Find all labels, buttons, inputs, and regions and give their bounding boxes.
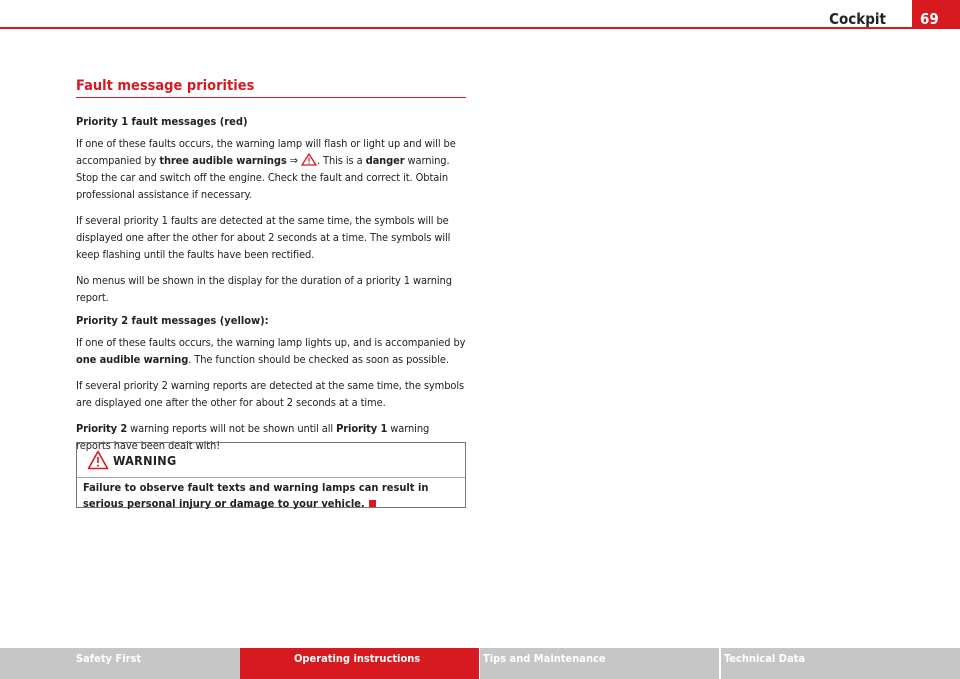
end-of-section-icon <box>369 500 376 507</box>
priority1-paragraph-2: If several priority 1 faults are detected at the same time, the symbols will be displayed one after the other for about 2 seconds at a time. The symbols will keep flashing until the faults have been rectified. <box>76 214 451 261</box>
priority2-paragraph-3: Priority 2 warning reports will not be shown until all Priority 1 warning reports have been dealt with! <box>76 422 430 452</box>
main-content <box>76 78 466 454</box>
priority1-paragraph-1: If one of these faults occurs, the warning lamp will flash or light up and will be accompanied by three audible warnings ⇒ . This is a danger warning. Stop the car and switch off the engine. Check the fault and correct it. Obtain professional assistance if necessary. <box>76 137 456 201</box>
tab-operating-instructions[interactable]: Operating instructions <box>240 648 479 679</box>
page-number: 69 <box>912 0 960 28</box>
tab-safety-first[interactable]: Safety First <box>0 648 240 679</box>
footer-nav <box>0 648 960 679</box>
section-title: Fault message priorities <box>76 78 466 98</box>
warning-label: WARNING <box>113 453 177 468</box>
warning-box <box>76 442 466 508</box>
priority2-subheading: Priority 2 fault messages (yellow): <box>76 314 269 327</box>
warning-triangle-icon <box>87 450 109 470</box>
priority1-subheading: Priority 1 fault messages (red) <box>76 115 248 128</box>
priority1-paragraph-3: No menus will be shown in the display for the duration of a priority 1 warning report. <box>76 274 452 304</box>
warning-header <box>77 443 465 478</box>
priority2-paragraph-2: If several priority 2 warning reports are detected at the same time, the symbols are displayed one after the other for about 2 seconds at a time. <box>76 379 465 409</box>
tab-tips-and-maintenance[interactable]: Tips and Maintenance <box>480 648 719 679</box>
warning-triangle-icon[interactable] <box>301 153 317 166</box>
tab-technical-data[interactable]: Technical Data <box>720 648 960 679</box>
priority2-paragraph-1: If one of these faults occurs, the warning lamp lights up, and is accompanied by one audible warning. The function should be checked as soon as possible. <box>76 336 466 366</box>
header-rule <box>0 27 960 29</box>
warning-text: Failure to observe fault texts and warning lamps can result in serious personal injury or damage to your vehicle. <box>83 481 429 510</box>
chapter-title: Cockpit <box>829 10 886 28</box>
